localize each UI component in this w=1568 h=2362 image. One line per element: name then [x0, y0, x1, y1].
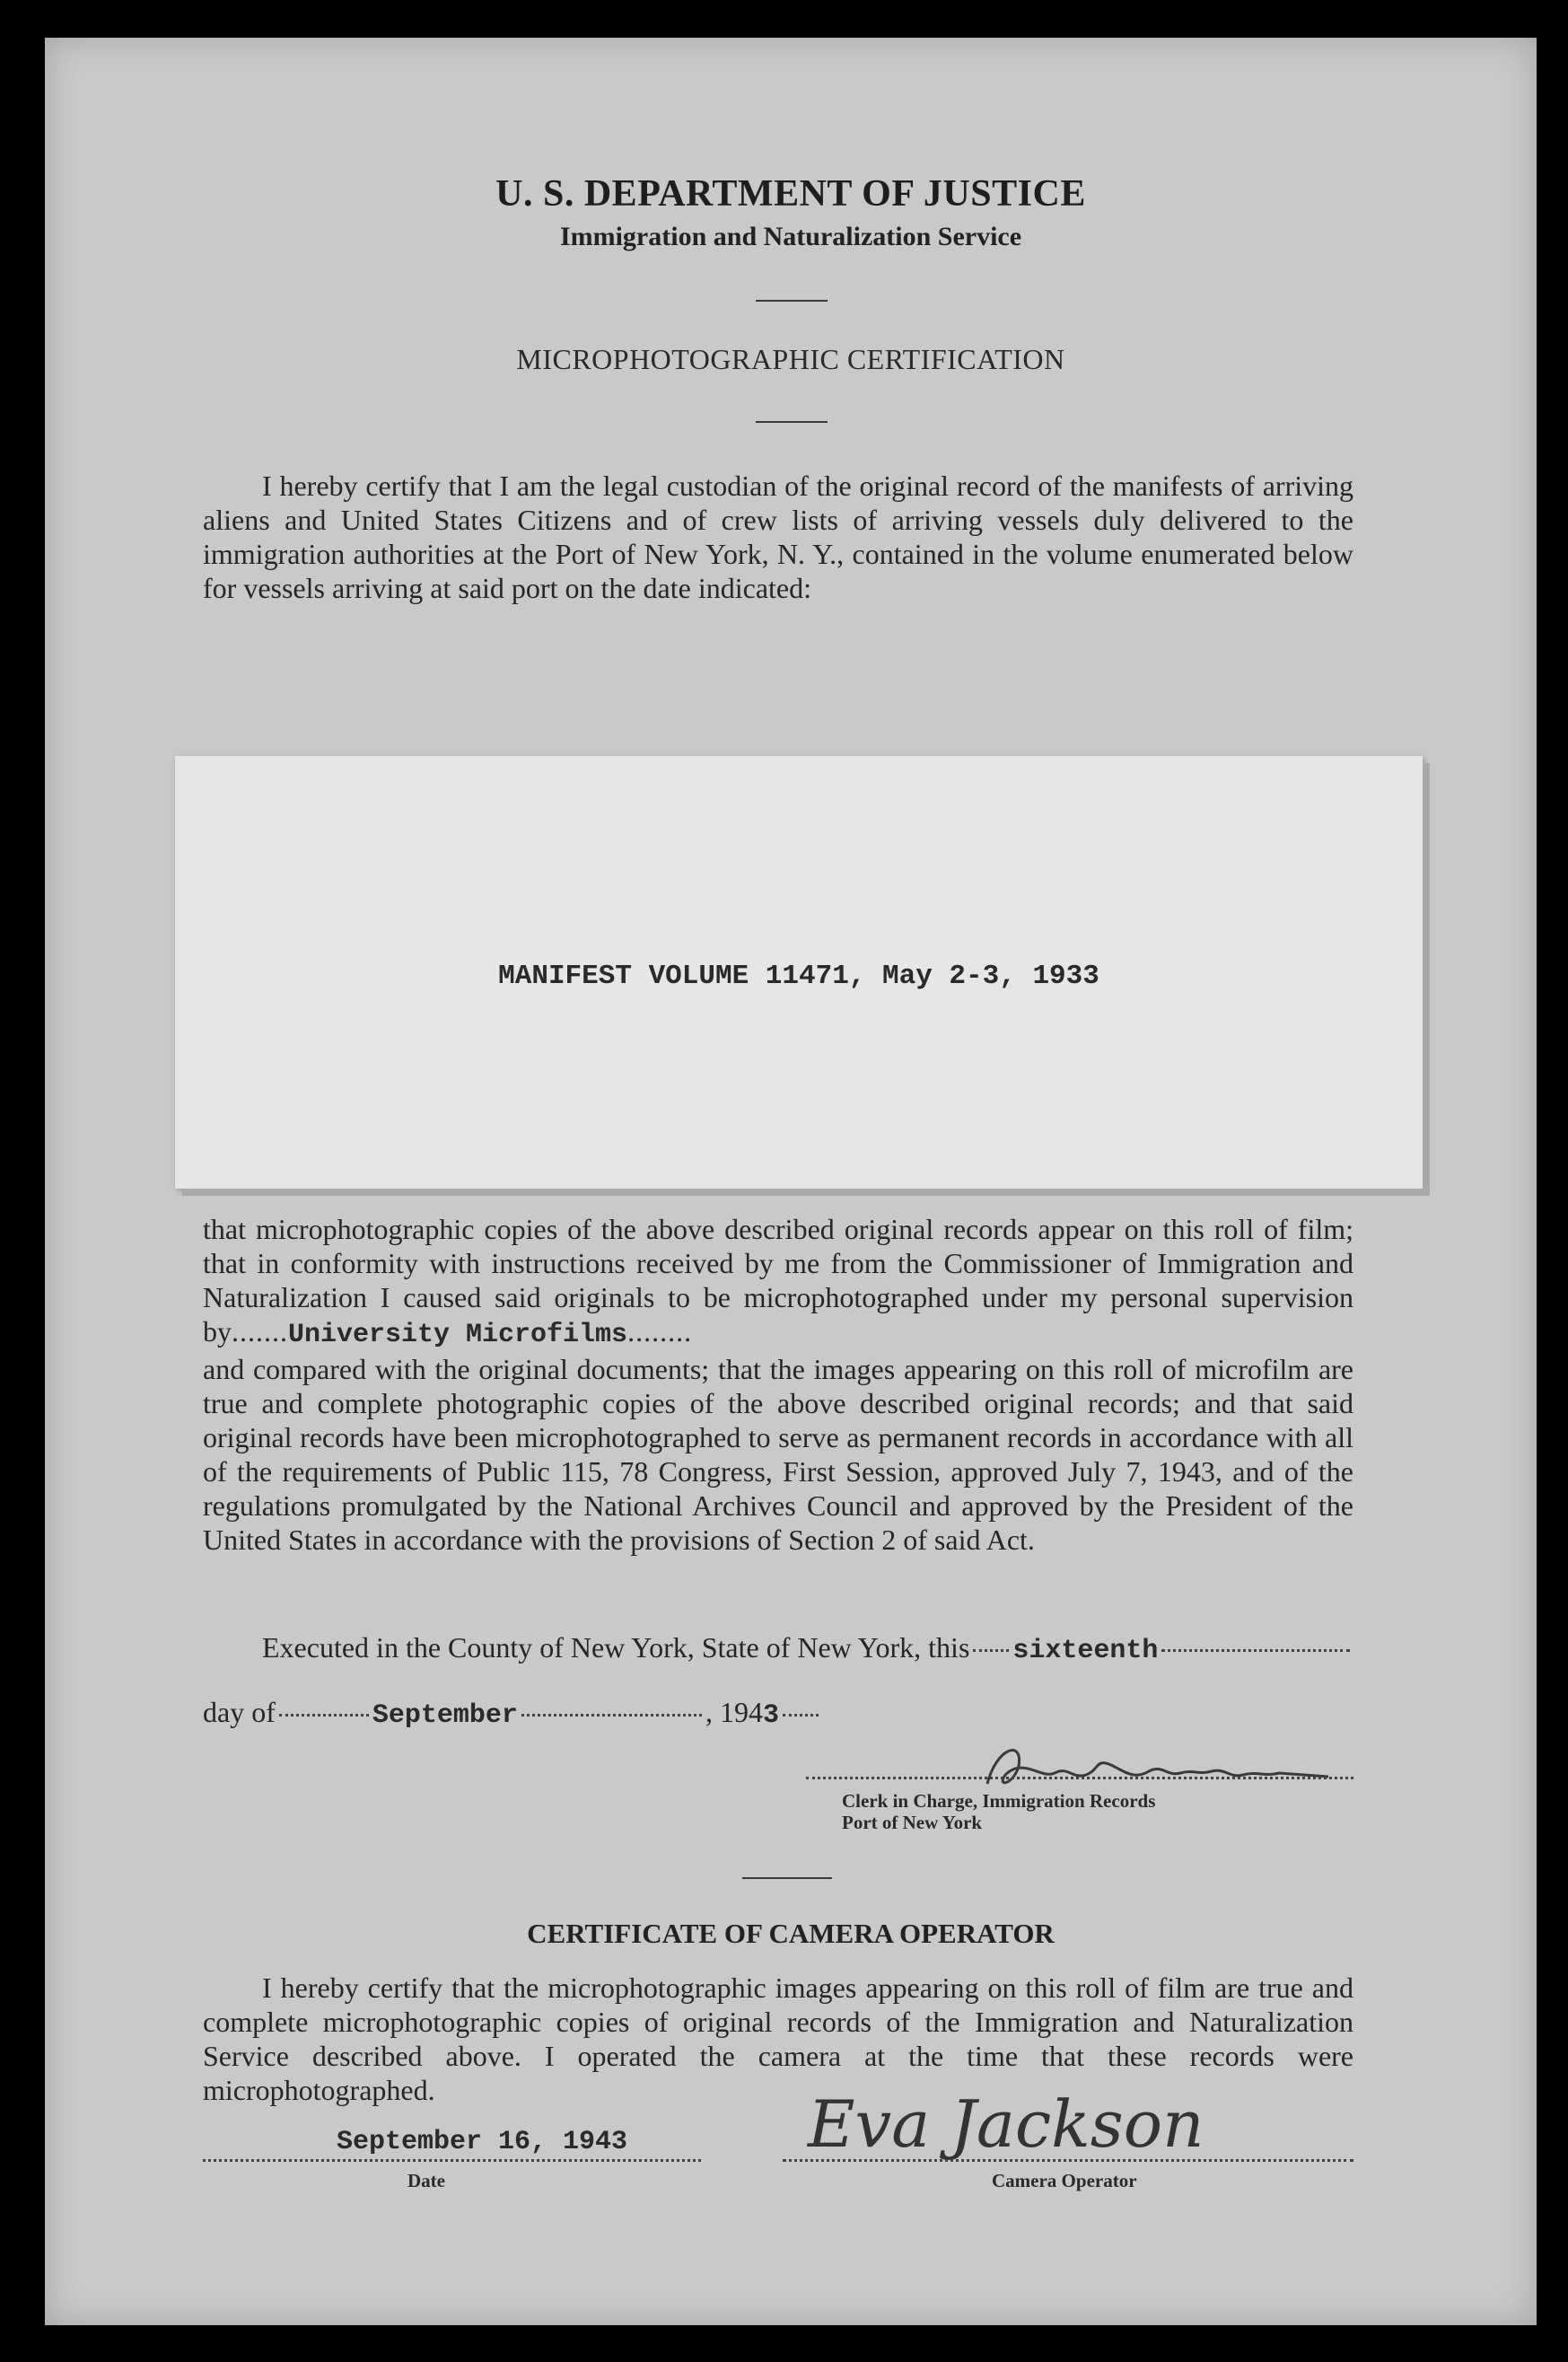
date-line-dotted [203, 2159, 701, 2162]
month-field: September [372, 1700, 518, 1731]
photographer-field: University Microfilms [288, 1320, 628, 1350]
day-of-label: day of [203, 1696, 276, 1728]
camera-paragraph: I hereby certify that the microphotographic images appearing on this roll of film are true and complete microphotographic copies of original records of the Immigration and Naturalization Service described above. I operated the camera at the time that these records were microphotographed. [203, 1971, 1353, 2106]
camera-operator-title: CERTIFICATE OF CAMERA OPERATOR [527, 1918, 1055, 1949]
body-paragraph-2: and compared with the original documents; that the images appearing on this roll of microfilm are true and complete photographic copies of the above described original records; and that said original records have been microphotographed to serve as permanent records in accordance with all of the requirements of Public 115, 78 Congress, First Session, approved July 7, 1943, and of the regulations promulgated by the National Archives Council and approved by the President of the United States in accordance with the provisions of Section 2 of said Act. [203, 1353, 1353, 1556]
divider [742, 1877, 832, 1879]
operator-signature-line [783, 2159, 1353, 2162]
manifest-volume-label: MANIFEST VOLUME 11471, May 2-3, 1933 [498, 961, 1099, 992]
operator-label: Camera Operator [992, 2170, 1137, 2191]
operator-date-field: September 16, 1943 [337, 2127, 628, 2157]
clerk-title: Clerk in Charge, Immigration Records Port of New York [842, 1790, 1156, 1833]
service-subtitle: Immigration and Naturalization Service [559, 222, 1022, 251]
operator-signature: Eva Jackson [808, 2086, 1204, 2162]
day-field: sixteenth [1012, 1636, 1159, 1666]
certificate-page [45, 38, 1537, 2325]
executed-text: Executed in the County of New York, State of New York, this [262, 1631, 970, 1664]
divider [756, 300, 828, 302]
manifest-slip [175, 756, 1423, 1189]
year-prefix: , 194 [705, 1696, 763, 1728]
divider [756, 421, 828, 423]
department-title: U. S. DEPARTMENT OF JUSTICE [495, 173, 1086, 215]
intro-paragraph-block [203, 469, 1353, 605]
intro-paragraph: I hereby certify that I am the legal custodian of the original record of the manifests of arriving aliens and United States Citizens and of crew lists of arriving vessels duly delivered to the immigration authorities at the Port of New York, N. Y., contained in the volume enumerated below for vessels arriving at said port on the date indicated: [203, 470, 1353, 604]
executed-line [262, 1630, 1353, 1668]
clerk-signature-line [806, 1777, 1353, 1779]
date-label: Date [407, 2170, 445, 2191]
certification-title: MICROPHOTOGRAPHIC CERTIFICATION [516, 343, 1065, 375]
year-digit: 3 [762, 1700, 779, 1731]
body-paragraph-1: that microphotographic copies of the above described original records appear on this roll of film; that in conformity with instructions received by me from the Commissioner of Immigration and Naturalization I caused said originals to be microphotographed under my personal supervision by [203, 1213, 1353, 1348]
date-line [203, 1695, 822, 1733]
body-paragraph-block: that microphotographic copies of the above described original records appear on this roll of film; that in conformity with instructions received by me from the Commissioner of Immigration and Naturalization I caused said originals to be microphotographed under my personal supervision by.......University Microfilms........ and compared with the original documents; that the images appearing on this roll of microfilm are true and complete photographic copies of the above described original records; and that said original records have been microphotographed to serve as permanent records in accordance with all of the requirements of Public 115, 78 Congress, First Session, approved July 7, 1943, and of the regulations promulgated by the National Archives Council and approved by the President of the United States in accordance with the provisions of Section 2 of said Act. [203, 1213, 1353, 1556]
